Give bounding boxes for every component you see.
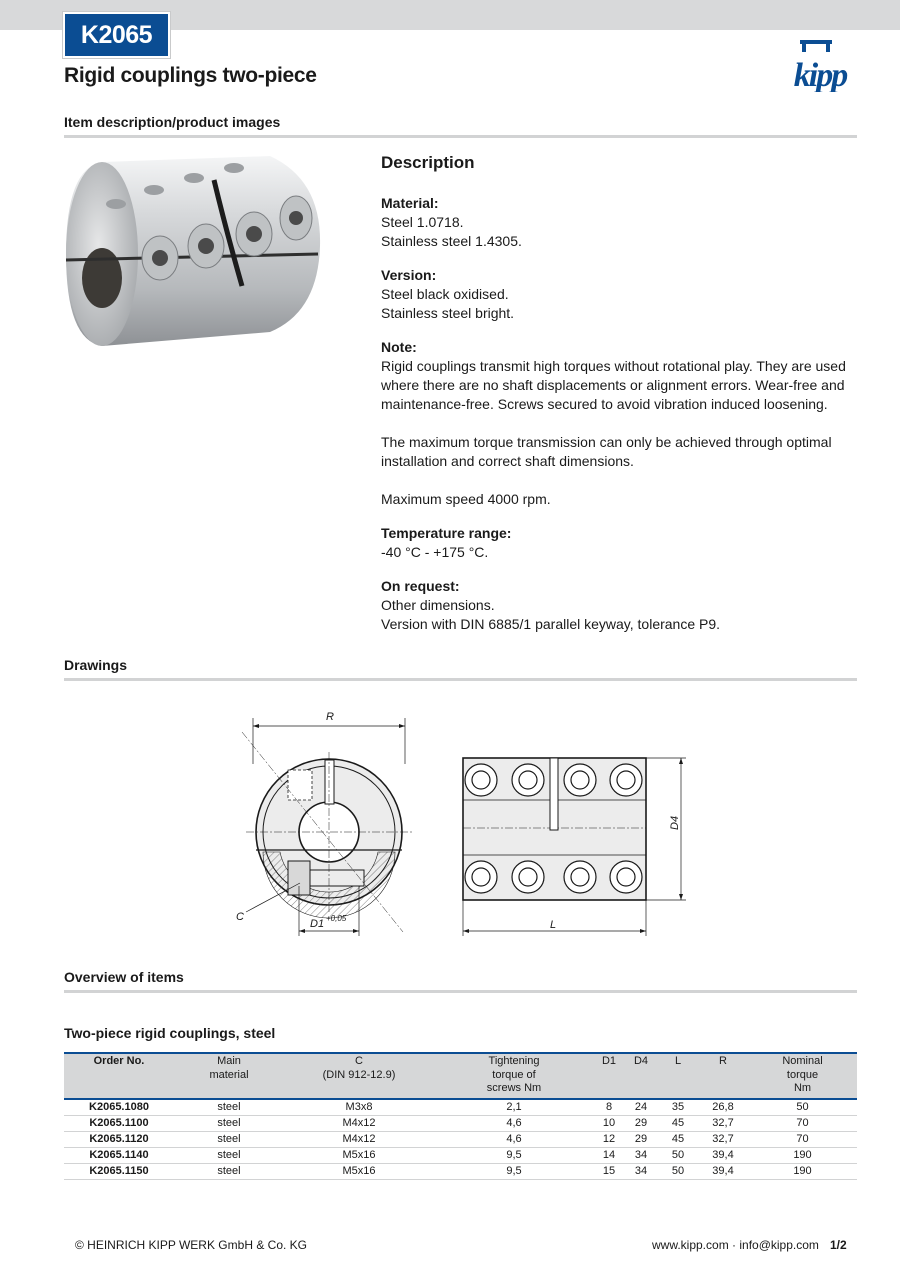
- version-label: Version:: [381, 267, 437, 283]
- cell-order: K2065.1150: [64, 1163, 174, 1179]
- description-panel: [381, 153, 857, 649]
- col-l: L: [658, 1053, 698, 1099]
- cell-d4: 34: [624, 1147, 658, 1163]
- cell-d4: 24: [624, 1099, 658, 1116]
- cell-d4: 29: [624, 1131, 658, 1147]
- cell-r: 39,4: [698, 1147, 748, 1163]
- material-line: Stainless steel 1.4305.: [381, 233, 522, 249]
- temperature-block: [381, 524, 857, 562]
- label-l: L: [550, 919, 557, 931]
- front-screw-shank: [310, 870, 364, 886]
- col-nominal: Nominal torque Nm: [748, 1053, 857, 1099]
- cell-order: K2065.1140: [64, 1147, 174, 1163]
- side-slot: [550, 758, 558, 830]
- cell-d4: 34: [624, 1163, 658, 1179]
- col-r: R: [698, 1053, 748, 1099]
- cell-order: K2065.1080: [64, 1099, 174, 1116]
- cell-material: steel: [174, 1099, 284, 1116]
- cell-r: 32,7: [698, 1131, 748, 1147]
- cell-order: K2065.1100: [64, 1115, 174, 1131]
- cell-l: 35: [658, 1099, 698, 1116]
- front-view: [242, 718, 412, 936]
- description-heading: Description: [381, 153, 475, 172]
- cell-d1: 10: [594, 1115, 624, 1131]
- table-row: [64, 1163, 857, 1179]
- footer-page-number: 1/2: [830, 1238, 847, 1252]
- cell-d1: 8: [594, 1099, 624, 1116]
- section-overview: Overview of items: [64, 969, 857, 993]
- screw-head-3: [236, 212, 272, 256]
- cell-c: M3x8: [284, 1099, 434, 1116]
- col-order: Order No.: [64, 1053, 174, 1099]
- note-paragraph: The maximum torque transmission can only be achieved through optimal installation and correct shaft dimensions.: [381, 434, 832, 469]
- technical-drawing: [228, 700, 698, 945]
- note-paragraph: Maximum speed 4000 rpm.: [381, 491, 551, 507]
- item-code-badge: K2065: [63, 12, 170, 58]
- note-label: Note:: [381, 339, 417, 355]
- cell-d1: 12: [594, 1131, 624, 1147]
- cell-material: steel: [174, 1163, 284, 1179]
- cell-torque: 4,6: [434, 1131, 594, 1147]
- col-c: C (DIN 912-12.9): [284, 1053, 434, 1099]
- table-row: [64, 1099, 857, 1116]
- note-paragraph: Rigid couplings transmit high torques without rotational play. They are used where there are no shaft displacements or alignment errors. Wear-free and maintenance-free. Screws secured to avoid vibration induced loosening.: [381, 358, 846, 412]
- screw-head-1: [142, 236, 178, 280]
- col-d4: D4: [624, 1053, 658, 1099]
- cell-material: steel: [174, 1131, 284, 1147]
- cell-d1: 14: [594, 1147, 624, 1163]
- table-row: [64, 1147, 857, 1163]
- cell-c: M5x16: [284, 1163, 434, 1179]
- version-block: [381, 266, 857, 323]
- cell-d4: 29: [624, 1115, 658, 1131]
- cell-material: steel: [174, 1147, 284, 1163]
- temperature-label: Temperature range:: [381, 525, 512, 541]
- col-torque: Tightening torque of screws Nm: [434, 1053, 594, 1099]
- col-d1: D1: [594, 1053, 624, 1099]
- on-request-label: On request:: [381, 578, 460, 594]
- section-drawings: Drawings: [64, 657, 857, 681]
- footer-copyright: © HEINRICH KIPP WERK GmbH & Co. KG: [75, 1238, 307, 1252]
- on-request-line: Version with DIN 6885/1 parallel keyway, tolerance P9.: [381, 616, 721, 632]
- product-image: [64, 150, 322, 354]
- cell-r: 32,7: [698, 1115, 748, 1131]
- front-slot: [325, 760, 334, 804]
- screw-head-2: [188, 224, 224, 268]
- section-product: Item description/product images: [64, 114, 857, 138]
- cell-nominal: 50: [748, 1099, 857, 1116]
- kipp-logo: [782, 38, 858, 92]
- cell-order: K2065.1120: [64, 1131, 174, 1147]
- temperature-value: -40 °C - +175 °C.: [381, 544, 489, 560]
- cell-d1: 15: [594, 1163, 624, 1179]
- side-view: [463, 758, 686, 936]
- label-d4: D4: [669, 815, 681, 830]
- version-line: Stainless steel bright.: [381, 305, 515, 321]
- cell-r: 39,4: [698, 1163, 748, 1179]
- page-title: Rigid couplings two-piece: [64, 64, 317, 87]
- logo-crown-right: [826, 40, 830, 52]
- table-header-row: [64, 1053, 857, 1099]
- label-d1: D1: [310, 918, 325, 930]
- front-screw-top: [288, 770, 312, 800]
- on-request-block: [381, 577, 857, 634]
- material-line: Steel 1.0718.: [381, 214, 464, 230]
- table-row: [64, 1131, 857, 1147]
- cell-c: M4x12: [284, 1131, 434, 1147]
- cell-l: 50: [658, 1163, 698, 1179]
- table-title: Two-piece rigid couplings, steel: [64, 1025, 276, 1041]
- note-block: [381, 338, 857, 509]
- cell-c: M5x16: [284, 1147, 434, 1163]
- items-table: [64, 1052, 857, 1180]
- cell-l: 45: [658, 1115, 698, 1131]
- label-d1-tolerance: +0,05: [326, 914, 347, 923]
- table-row: [64, 1115, 857, 1131]
- cell-nominal: 70: [748, 1115, 857, 1131]
- footer-contact[interactable]: www.kipp.com · info@kipp.com: [652, 1238, 819, 1252]
- cell-nominal: 190: [748, 1163, 857, 1179]
- material-label: Material:: [381, 195, 439, 211]
- version-line: Steel black oxidised.: [381, 286, 509, 302]
- cell-torque: 4,6: [434, 1115, 594, 1131]
- on-request-line: Other dimensions.: [381, 597, 495, 613]
- cell-c: M4x12: [284, 1115, 434, 1131]
- cell-torque: 2,1: [434, 1099, 594, 1116]
- logo-text: kipp: [793, 57, 847, 92]
- cell-torque: 9,5: [434, 1147, 594, 1163]
- label-r: R: [326, 711, 334, 723]
- cell-l: 50: [658, 1147, 698, 1163]
- cell-nominal: 70: [748, 1131, 857, 1147]
- cell-nominal: 190: [748, 1147, 857, 1163]
- logo-crown-left: [802, 40, 806, 52]
- screw-head-4: [280, 196, 312, 240]
- cell-material: steel: [174, 1115, 284, 1131]
- label-c: C: [236, 911, 244, 923]
- col-material: Main material: [174, 1053, 284, 1099]
- coupling-bore: [82, 248, 122, 308]
- cell-l: 45: [658, 1131, 698, 1147]
- cell-r: 26,8: [698, 1099, 748, 1116]
- cell-torque: 9,5: [434, 1163, 594, 1179]
- material-block: [381, 194, 857, 251]
